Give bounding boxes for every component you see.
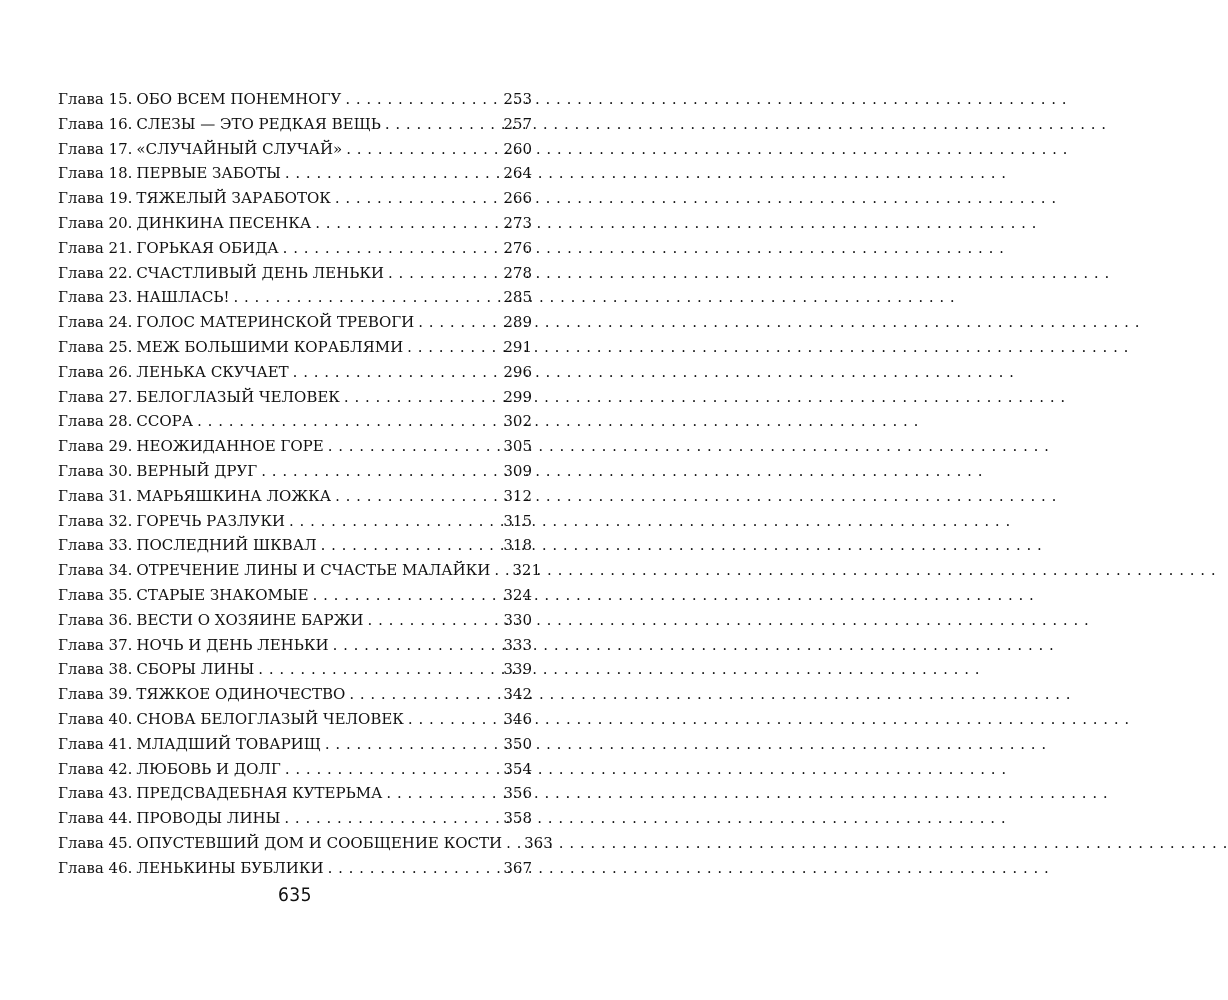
toc-entry bbox=[58, 487, 532, 512]
toc-chapter-title: ПРЕДСВАДЕБНАЯ КУТЕРЬМА bbox=[136, 784, 383, 803]
toc-chapter-label: Глава 34. bbox=[58, 561, 133, 580]
toc-chapter-label: Глава 22. bbox=[58, 263, 133, 282]
toc-chapter-label: Глава 20. bbox=[58, 213, 133, 232]
toc-entry bbox=[58, 437, 532, 462]
toc-chapter-title: ВЕСТИ О ХОЗЯИНЕ БАРЖИ bbox=[136, 610, 364, 629]
toc-chapter-title: ОПУСТЕВШИЙ ДОМ И СООБЩЕНИЕ КОСТИ bbox=[136, 833, 503, 852]
dot-leader bbox=[494, 561, 508, 579]
toc-chapter-label: Глава 33. bbox=[58, 536, 133, 555]
toc-entry bbox=[58, 809, 532, 834]
dot-leader bbox=[344, 388, 499, 406]
dot-leader bbox=[408, 710, 499, 728]
dot-leader bbox=[197, 412, 499, 430]
toc-page-number: 312 bbox=[503, 486, 532, 505]
toc-chapter-title: ЛЮБОВЬ И ДОЛГ bbox=[136, 759, 281, 778]
dot-leader bbox=[315, 214, 499, 232]
dot-leader bbox=[506, 834, 520, 852]
toc-page-number: 350 bbox=[503, 734, 532, 753]
toc-chapter-label: Глава 27. bbox=[58, 387, 133, 406]
toc-page-number: 289 bbox=[503, 313, 532, 332]
toc-entry bbox=[58, 561, 541, 586]
toc-page-number: 346 bbox=[503, 709, 532, 728]
dot-leader bbox=[289, 512, 499, 530]
dot-leader bbox=[385, 115, 500, 133]
toc-entry bbox=[58, 536, 532, 561]
table-of-contents bbox=[58, 90, 553, 884]
toc-chapter-label: Глава 16. bbox=[58, 114, 133, 133]
toc-chapter-label: Глава 46. bbox=[58, 858, 133, 877]
toc-chapter-label: Глава 45. bbox=[58, 833, 133, 852]
toc-chapter-label: Глава 29. bbox=[58, 437, 133, 456]
toc-entry bbox=[58, 660, 532, 685]
toc-page-number: 354 bbox=[503, 759, 532, 778]
toc-chapter-title: МАРЬЯШКИНА ЛОЖКА bbox=[136, 486, 332, 505]
toc-page-number: 276 bbox=[503, 238, 532, 257]
toc-entry bbox=[58, 388, 532, 413]
toc-page-number: 356 bbox=[503, 784, 532, 803]
toc-chapter-title: НЕОЖИДАННОЕ ГОРЕ bbox=[136, 437, 324, 456]
toc-entry bbox=[58, 586, 532, 611]
toc-chapter-label: Глава 17. bbox=[58, 139, 133, 158]
toc-entry bbox=[58, 710, 532, 735]
dot-leader bbox=[349, 685, 499, 703]
dot-leader bbox=[285, 164, 500, 182]
toc-chapter-title: МЛАДШИЙ ТОВАРИЩ bbox=[136, 734, 321, 753]
dot-leader bbox=[333, 636, 500, 654]
toc-chapter-label: Глава 39. bbox=[58, 685, 133, 704]
toc-chapter-title: ВЕРНЫЙ ДРУГ bbox=[136, 461, 258, 480]
toc-chapter-label: Глава 28. bbox=[58, 412, 133, 431]
toc-chapter-title: ССОРА bbox=[136, 412, 194, 431]
toc-page-number: 260 bbox=[503, 139, 532, 158]
toc-chapter-title: СБОРЫ ЛИНЫ bbox=[136, 660, 255, 679]
toc-entry bbox=[58, 214, 532, 239]
toc-chapter-title: ТЯЖКОЕ ОДИНОЧЕСТВО bbox=[136, 685, 346, 704]
toc-entry bbox=[58, 164, 532, 189]
dot-leader bbox=[284, 809, 499, 827]
toc-chapter-title: ОБО ВСЕМ ПОНЕМНОГУ bbox=[136, 90, 342, 108]
toc-chapter-title: ГОРЬКАЯ ОБИДА bbox=[136, 238, 279, 257]
toc-page-number: 333 bbox=[503, 635, 532, 654]
toc-entry bbox=[58, 115, 532, 140]
toc-chapter-title: ПОСЛЕДНИЙ ШКВАЛ bbox=[136, 536, 317, 555]
dot-leader bbox=[346, 140, 499, 158]
toc-page-number: 342 bbox=[503, 685, 532, 704]
toc-page-number: 278 bbox=[503, 263, 532, 282]
toc-chapter-label: Глава 31. bbox=[58, 486, 133, 505]
dot-leader bbox=[345, 90, 499, 108]
toc-chapter-title: ЛЕНЬКА СКУЧАЕТ bbox=[136, 362, 289, 381]
toc-entry bbox=[58, 833, 553, 859]
toc-entry bbox=[58, 288, 532, 313]
toc-chapter-title: СЛЕЗЫ — ЭТО РЕДКАЯ ВЕЩЬ bbox=[136, 114, 381, 133]
dot-leader bbox=[283, 239, 500, 257]
toc-chapter-title: ЛЕНЬКИНЫ БУБЛИКИ bbox=[136, 858, 324, 877]
dot-leader bbox=[335, 189, 500, 207]
dot-leader bbox=[258, 660, 499, 678]
toc-chapter-title: ДИНКИНА ПЕСЕНКА bbox=[136, 213, 312, 232]
dot-leader bbox=[328, 437, 500, 455]
dot-leader bbox=[386, 784, 499, 802]
toc-chapter-label: Глава 43. bbox=[58, 784, 133, 803]
toc-entry bbox=[58, 338, 532, 363]
toc-page-number: 309 bbox=[503, 461, 532, 480]
toc-page-number: 363 bbox=[524, 833, 553, 852]
toc-page-number: 266 bbox=[503, 189, 532, 208]
toc-chapter-label: Глава 42. bbox=[58, 759, 133, 778]
toc-page-number: 339 bbox=[503, 660, 532, 679]
toc-chapter-title: ПРОВОДЫ ЛИНЫ bbox=[136, 809, 281, 828]
toc-chapter-title: НАШЛАСЬ! bbox=[136, 288, 230, 307]
dot-leader bbox=[313, 586, 500, 604]
toc-chapter-label: Глава 40. bbox=[58, 709, 133, 728]
toc-chapter-label: Глава 41. bbox=[58, 734, 133, 753]
toc-page-number: 264 bbox=[503, 164, 532, 183]
toc-entry bbox=[58, 735, 532, 760]
toc-chapter-label: Глава 32. bbox=[58, 511, 133, 530]
dot-leader bbox=[418, 313, 499, 331]
toc-chapter-label: Глава 15. bbox=[58, 90, 133, 108]
toc-page-number: 291 bbox=[503, 337, 532, 356]
toc-chapter-label: Глава 36. bbox=[58, 610, 133, 629]
toc-page-number: 302 bbox=[503, 412, 532, 431]
toc-page-number: 358 bbox=[503, 809, 532, 828]
toc-entry bbox=[58, 512, 532, 537]
dot-leader bbox=[335, 487, 499, 505]
toc-chapter-label: Глава 18. bbox=[58, 164, 133, 183]
toc-page-number: 330 bbox=[503, 610, 532, 629]
toc-entry bbox=[58, 412, 532, 437]
dot-leader bbox=[261, 462, 499, 480]
toc-chapter-label: Глава 21. bbox=[58, 238, 133, 257]
toc-entry bbox=[58, 313, 532, 338]
toc-chapter-title: ГОРЕЧЬ РАЗЛУКИ bbox=[136, 511, 286, 530]
toc-chapter-label: Глава 30. bbox=[58, 461, 133, 480]
toc-entry bbox=[58, 636, 532, 661]
toc-chapter-label: Глава 23. bbox=[58, 288, 133, 307]
toc-page-number: 273 bbox=[503, 213, 532, 232]
toc-chapter-title: НОЧЬ И ДЕНЬ ЛЕНЬКИ bbox=[136, 635, 329, 654]
toc-entry bbox=[58, 90, 532, 115]
toc-chapter-title: СНОВА БЕЛОГЛАЗЫЙ ЧЕЛОВЕК bbox=[136, 709, 404, 728]
toc-entry bbox=[58, 239, 532, 264]
toc-chapter-title: ОТРЕЧЕНИЕ ЛИНЫ И СЧАСТЬЕ МАЛАЙКИ bbox=[136, 561, 491, 580]
dot-leader bbox=[407, 338, 499, 356]
toc-page-number: 253 bbox=[503, 90, 532, 108]
toc-entry bbox=[58, 859, 532, 884]
toc-entry bbox=[58, 189, 532, 214]
toc-chapter-label: Глава 38. bbox=[58, 660, 133, 679]
toc-chapter-title: СЧАСТЛИВЫЙ ДЕНЬ ЛЕНЬКИ bbox=[136, 263, 385, 282]
toc-chapter-label: Глава 25. bbox=[58, 337, 133, 356]
toc-page-number: 324 bbox=[503, 585, 532, 604]
page-number: 635 bbox=[277, 884, 313, 906]
dot-leader bbox=[233, 288, 499, 306]
toc-chapter-title: БЕЛОГЛАЗЫЙ ЧЕЛОВЕК bbox=[136, 387, 340, 406]
toc-page-number: 367 bbox=[503, 858, 532, 877]
dot-leader bbox=[285, 760, 500, 778]
toc-chapter-label: Глава 44. bbox=[58, 809, 133, 828]
toc-chapter-label: Глава 19. bbox=[58, 189, 133, 208]
toc-page-number: 299 bbox=[503, 387, 532, 406]
dot-leader bbox=[388, 264, 499, 282]
toc-chapter-label: Глава 37. bbox=[58, 635, 133, 654]
dot-leader bbox=[325, 735, 499, 753]
toc-page-number: 318 bbox=[503, 536, 532, 555]
toc-chapter-title: СТАРЫЕ ЗНАКОМЫЕ bbox=[136, 585, 309, 604]
toc-entry bbox=[58, 462, 532, 487]
toc-entry bbox=[58, 363, 532, 388]
dot-leader bbox=[368, 611, 500, 629]
toc-chapter-title: ТЯЖЕЛЫЙ ЗАРАБОТОК bbox=[136, 189, 331, 208]
toc-entry bbox=[58, 611, 532, 636]
toc-chapter-label: Глава 26. bbox=[58, 362, 133, 381]
toc-page-number: 257 bbox=[503, 114, 532, 133]
toc-entry bbox=[58, 140, 532, 165]
dot-leader bbox=[293, 363, 500, 381]
dot-leader bbox=[328, 859, 500, 877]
toc-chapter-title: МЕЖ БОЛЬШИМИ КОРАБЛЯМИ bbox=[136, 337, 404, 356]
toc-entry bbox=[58, 685, 532, 710]
toc-chapter-title: ГОЛОС МАТЕРИНСКОЙ ТРЕВОГИ bbox=[136, 313, 415, 332]
toc-page-number: 296 bbox=[503, 362, 532, 381]
dot-leader bbox=[321, 536, 500, 554]
toc-chapter-title: ПЕРВЫЕ ЗАБОТЫ bbox=[136, 164, 281, 183]
toc-page-number: 285 bbox=[503, 288, 532, 307]
toc-page-number: 321 bbox=[512, 561, 541, 580]
toc-entry bbox=[58, 760, 532, 785]
toc-entry bbox=[58, 264, 532, 289]
toc-entry bbox=[58, 784, 532, 809]
toc-chapter-label: Глава 24. bbox=[58, 313, 133, 332]
toc-page-number: 315 bbox=[503, 511, 532, 530]
toc-page-number: 305 bbox=[503, 437, 532, 456]
toc-chapter-label: Глава 35. bbox=[58, 585, 133, 604]
toc-chapter-title: «СЛУЧАЙНЫЙ СЛУЧАЙ» bbox=[136, 139, 343, 158]
